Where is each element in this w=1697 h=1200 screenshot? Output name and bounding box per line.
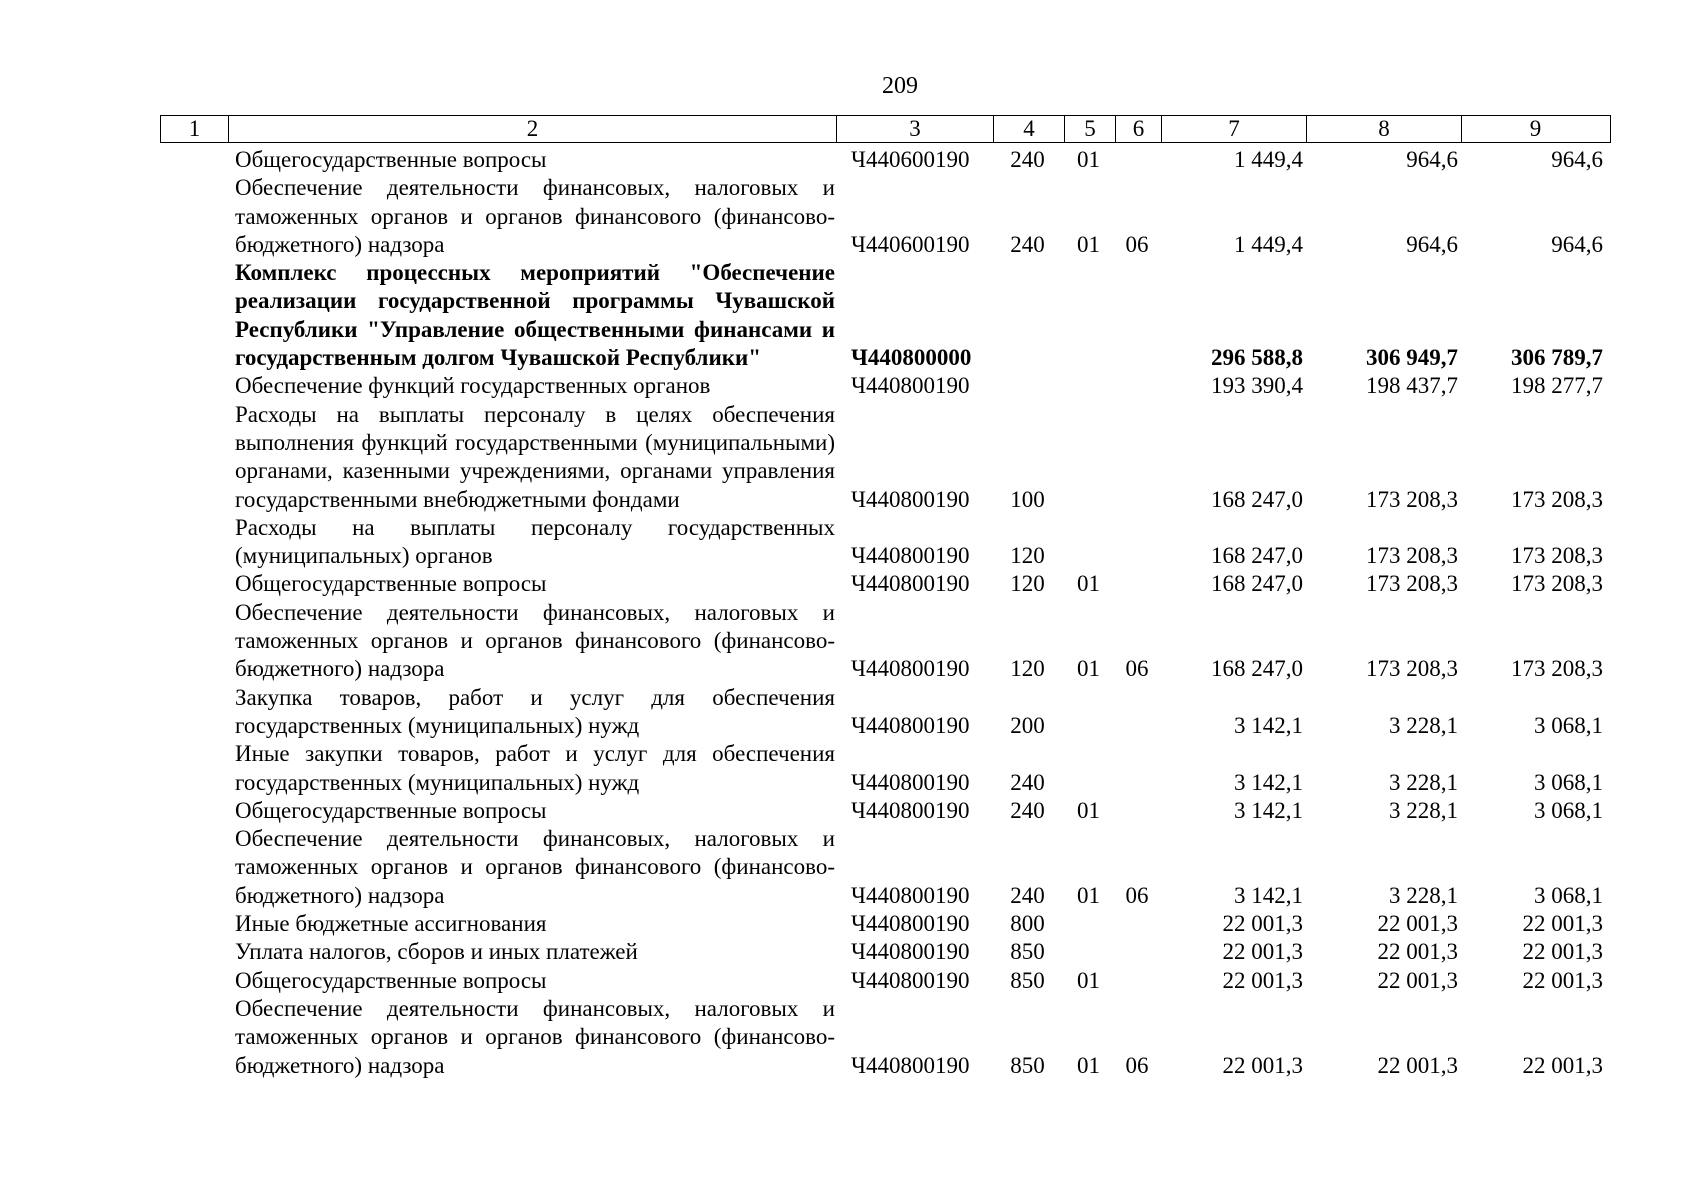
target-article-code: Ч440800190 [851, 656, 970, 682]
amount-col-7: 3 142,1 [1234, 712, 1303, 738]
amount-col-7: 3 142,1 [1234, 882, 1303, 908]
amount-col-8: 22 001,3 [1377, 1052, 1458, 1078]
header-col-8: 8 [1306, 116, 1461, 142]
table-row [160, 570, 1611, 598]
section-code: 01 [1077, 967, 1100, 993]
amount-col-8: 964,6 [1406, 231, 1458, 257]
amount-col-9: 3 068,1 [1534, 712, 1603, 738]
expense-type-code: 850 [1010, 967, 1045, 993]
amount-col-9: 964,6 [1551, 231, 1603, 257]
amount-col-7: 168 247,0 [1211, 656, 1303, 682]
item-name: Закупка товаров, работ и услуг для обеспечения государственных (муниципальных) нужд [235, 684, 835, 738]
item-name: Общегосударственные вопросы [235, 571, 547, 597]
expense-type-code: 240 [1010, 797, 1045, 823]
target-article-code: Ч440800190 [851, 967, 970, 993]
table-row [160, 938, 1611, 966]
item-name: Общегосударственные вопросы [235, 797, 547, 823]
header-col-4: 4 [993, 116, 1064, 142]
table-row [160, 825, 1611, 910]
amount-col-9: 22 001,3 [1522, 1052, 1603, 1078]
amount-col-9: 22 001,3 [1522, 967, 1603, 993]
target-article-code: Ч440800190 [851, 486, 970, 512]
amount-col-9: 3 068,1 [1534, 882, 1603, 908]
target-article-code: Ч440800190 [851, 797, 970, 823]
amount-col-8: 306 949,7 [1366, 345, 1458, 371]
amount-col-8: 3 228,1 [1389, 712, 1458, 738]
target-article-code: Ч440600190 [851, 231, 970, 257]
table-row [160, 740, 1611, 797]
expense-type-code: 120 [1010, 656, 1045, 682]
header-col-5: 5 [1064, 116, 1115, 142]
table-body [160, 146, 1611, 1080]
amount-col-8: 22 001,3 [1377, 967, 1458, 993]
item-name: Обеспечение деятельности финансовых, налоговых и таможенных органов и органов финансового (финансово-бюджетного) надзора [235, 599, 835, 682]
item-name: Иные закупки товаров, работ и услуг для обеспечения государственных (муниципальных) нужд [235, 741, 835, 795]
expense-type-code: 200 [1010, 712, 1045, 738]
target-article-code: Ч440600190 [851, 147, 970, 172]
subsection-code: 06 [1125, 1052, 1149, 1078]
item-name: Обеспечение деятельности финансовых, налоговых и таможенных органов и органов финансового (финансово-бюджетного) надзора [235, 175, 835, 257]
amount-col-8: 3 228,1 [1389, 797, 1458, 823]
table-row [160, 174, 1611, 259]
table-row [160, 967, 1611, 995]
table-row [160, 259, 1611, 372]
header-col-6: 6 [1115, 116, 1161, 142]
amount-col-8: 173 208,3 [1366, 571, 1458, 597]
amount-col-7: 22 001,3 [1222, 1052, 1303, 1078]
amount-col-8: 173 208,3 [1366, 486, 1458, 512]
amount-col-9: 173 208,3 [1511, 571, 1603, 597]
subsection-code: 06 [1125, 231, 1149, 257]
table-row [160, 372, 1611, 400]
table-row [160, 797, 1611, 825]
amount-col-9: 22 001,3 [1522, 911, 1603, 937]
expense-type-code: 800 [1010, 911, 1045, 937]
amount-col-7: 193 390,4 [1211, 373, 1303, 399]
expense-type-code: 100 [1010, 486, 1045, 512]
amount-col-7: 296 588,8 [1211, 345, 1303, 371]
target-article-code: Ч440800190 [851, 911, 970, 937]
item-name: Обеспечение деятельности финансовых, налоговых и таможенных органов и органов финансового (финансово-бюджетного) надзора [235, 826, 835, 908]
amount-col-7: 22 001,3 [1222, 939, 1303, 965]
header-col-3: 3 [836, 116, 993, 142]
item-name: Расходы на выплаты персоналу государственных (муниципальных) органов [235, 514, 835, 569]
table-row [160, 599, 1611, 684]
amount-col-7: 1 449,4 [1234, 147, 1303, 172]
target-article-code: Ч440800190 [851, 939, 970, 965]
header-col-2: 2 [228, 116, 836, 142]
amount-col-9: 306 789,7 [1511, 345, 1603, 371]
item-name: Обеспечение деятельности финансовых, налоговых и таможенных органов и органов финансового (финансово-бюджетного) надзора [235, 995, 835, 1078]
amount-col-9: 198 277,7 [1511, 373, 1603, 399]
expense-type-code: 120 [1010, 571, 1045, 597]
expense-type-code: 850 [1010, 939, 1045, 965]
page-number: 209 [882, 73, 918, 99]
target-article-code: Ч440800190 [851, 882, 970, 908]
target-article-code: Ч440800190 [851, 769, 970, 795]
section-code: 01 [1077, 571, 1100, 597]
amount-col-8: 173 208,3 [1366, 543, 1458, 569]
item-name: Иные бюджетные ассигнования [235, 911, 547, 937]
amount-col-8: 3 228,1 [1389, 882, 1458, 908]
expense-type-code: 240 [1010, 882, 1045, 908]
expense-type-code: 850 [1010, 1052, 1045, 1078]
amount-col-8: 22 001,3 [1377, 911, 1458, 937]
expense-type-code: 240 [1010, 231, 1045, 257]
subsection-code: 06 [1125, 656, 1149, 682]
item-name: Обеспечение функций государственных органов [235, 373, 711, 399]
expense-type-code: 120 [1010, 543, 1045, 569]
amount-col-7: 168 247,0 [1211, 543, 1303, 569]
item-name: Уплата налогов, сборов и иных платежей [235, 939, 638, 965]
target-article-code: Ч440800000 [851, 345, 972, 371]
amount-col-9: 173 208,3 [1511, 486, 1603, 512]
table-row [160, 910, 1611, 938]
amount-col-7: 168 247,0 [1211, 486, 1303, 512]
amount-col-8: 22 001,3 [1377, 939, 1458, 965]
amount-col-8: 964,6 [1406, 147, 1458, 172]
section-code: 01 [1077, 882, 1100, 908]
target-article-code: Ч440800190 [851, 1052, 970, 1078]
section-code: 01 [1077, 1052, 1100, 1078]
target-article-code: Ч440800190 [851, 571, 970, 597]
target-article-code: Ч440800190 [851, 712, 970, 738]
table-row [160, 401, 1611, 514]
header-col-1: 1 [188, 116, 201, 141]
item-name: Расходы на выплаты персоналу в целях обеспечения выполнения функций государственными (муниципальными) органами, казенными учреждениями, органами управления государственными внебюджетными фондами [235, 401, 835, 512]
table-row [160, 146, 1611, 174]
section-code: 01 [1077, 231, 1100, 257]
section-code: 01 [1077, 797, 1100, 823]
amount-col-8: 198 437,7 [1366, 373, 1458, 399]
table-header [160, 115, 1611, 143]
amount-col-9: 173 208,3 [1511, 656, 1603, 682]
target-article-code: Ч440800190 [851, 543, 970, 569]
amount-col-8: 173 208,3 [1366, 656, 1458, 682]
amount-col-7: 168 247,0 [1211, 571, 1303, 597]
amount-col-8: 3 228,1 [1389, 769, 1458, 795]
subsection-code: 06 [1125, 882, 1149, 908]
item-name: Общегосударственные вопросы [235, 147, 547, 172]
amount-col-7: 3 142,1 [1234, 769, 1303, 795]
amount-col-7: 3 142,1 [1234, 797, 1303, 823]
amount-col-7: 1 449,4 [1234, 231, 1303, 257]
item-name: Общегосударственные вопросы [235, 967, 547, 993]
section-code: 01 [1077, 656, 1100, 682]
amount-col-9: 173 208,3 [1511, 543, 1603, 569]
amount-col-7: 22 001,3 [1222, 967, 1303, 993]
table-row [160, 684, 1611, 741]
expense-type-code: 240 [1010, 147, 1045, 172]
header-col-7: 7 [1161, 116, 1306, 142]
target-article-code: Ч440800190 [851, 373, 970, 399]
amount-col-7: 22 001,3 [1222, 911, 1303, 937]
table-row [160, 514, 1611, 571]
section-code: 01 [1077, 147, 1100, 172]
amount-col-9: 3 068,1 [1534, 769, 1603, 795]
amount-col-9: 3 068,1 [1534, 797, 1603, 823]
amount-col-9: 22 001,3 [1522, 939, 1603, 965]
table-row [160, 995, 1611, 1080]
item-name: Комплекс процессных мероприятий "Обеспечение реализации государственной программы Чувашской Республики "Управление общественными финансами и государственным долгом Чувашской Республики" [235, 260, 835, 371]
amount-col-9: 964,6 [1551, 147, 1603, 172]
expense-type-code: 240 [1010, 769, 1045, 795]
header-col-9: 9 [1461, 116, 1609, 142]
